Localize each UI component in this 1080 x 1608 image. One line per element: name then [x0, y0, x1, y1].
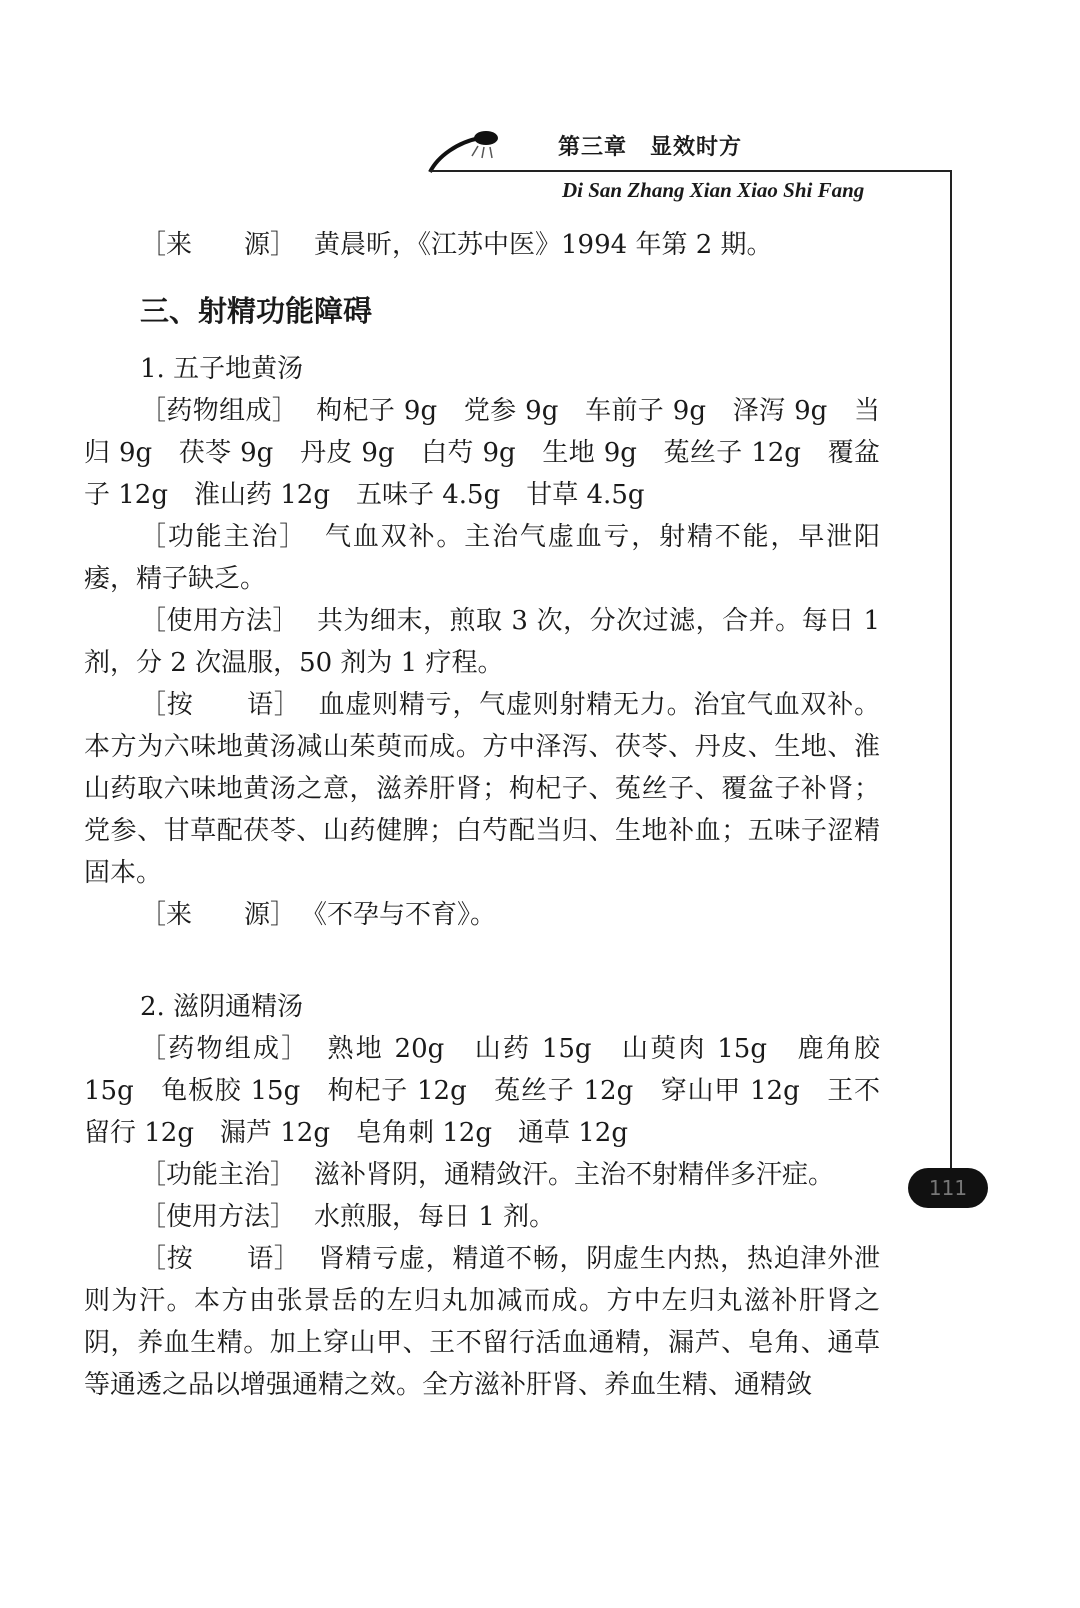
margin-rule [950, 170, 952, 1170]
header-rule [430, 170, 952, 172]
formula-1-usage [84, 600, 880, 684]
ingredients-text: 熟地 20g 山药 15g 山萸肉 15g 鹿角胶 15g 龟板胶 15g 枸杞子 12g 菟丝子 12g 穿山甲 12g 王不留行 12g 漏芦 12g 皂角刺 12g 通草 12g [84, 1034, 880, 1148]
section-heading: 三、射精功能障碍 [140, 294, 373, 328]
usage-text: 水煎服，每日 1 剂。 [314, 1202, 556, 1232]
formula-1-function [84, 516, 880, 600]
note-text: 血虚则精亏，气虚则射精无力。治宜气血双补。本方为六味地黄汤减山茱萸而成。方中泽泻、茯苓、丹皮、生地、淮山药取六味地黄汤之意，滋养肝肾；枸杞子、菟丝子、覆盆子补肾；党参、甘草配茯苓、山药健脾；白芍配当归、生地补血；五味子涩精固本。 [84, 690, 880, 888]
source-text: 《不孕与不育》。 [314, 900, 497, 930]
note-text: 肾精亏虚，精道不畅，阴虚生内热，热迫津外泄则为汗。本方由张景岳的左归丸加减而成。方中左归丸滋补肝肾之阴，养血生精。加上穿山甲、王不留行活血通精，漏芦、皂角、通草等通透之品以增强通精之效。全方滋补肝肾、养血生精、通精敛 [84, 1244, 880, 1400]
ingredients-label: ［药物组成］ [140, 1034, 310, 1064]
usage-label: ［使用方法］ [140, 1202, 297, 1232]
formula-2-note [84, 1238, 880, 1406]
source-line [84, 224, 880, 266]
source-label: ［来 源］ [140, 900, 297, 930]
function-label: ［功能主治］ [140, 1160, 297, 1190]
formula-1-note [84, 684, 880, 894]
chapter-pinyin: Di San Zhang Xian Xiao Shi Fang [562, 178, 865, 202]
lamp-ornament-icon [428, 126, 508, 176]
formula-2-function [84, 1154, 880, 1196]
function-label: ［功能主治］ [140, 522, 308, 552]
source-text: 黄晨昕，《江苏中医》1994 年第 2 期。 [314, 230, 773, 260]
source-label: ［来 源］ [140, 230, 297, 260]
ingredients-text: 枸杞子 9g 党参 9g 车前子 9g 泽泻 9g 当归 9g 茯苓 9g 丹皮 9g 白芍 9g 生地 9g 菟丝子 12g 覆盆子 12g 淮山药 12g 五味子 4.5g 甘草 4.5g [84, 396, 880, 510]
function-text: 滋补肾阴，通精敛汗。主治不射精伴多汗症。 [314, 1160, 835, 1190]
formula-1-source [84, 894, 880, 936]
formula-2-title: 2. 滋阴通精汤 [140, 992, 304, 1022]
formula-2-usage [84, 1196, 880, 1238]
note-label: ［按 语］ [140, 690, 301, 720]
page-number: 111 [908, 1168, 988, 1208]
page-body [84, 224, 880, 1406]
chapter-title: 第三章 显效时方 [558, 135, 743, 160]
usage-label: ［使用方法］ [140, 606, 300, 636]
usage-text: 共为细末，煎取 3 次，分次过滤，合并。每日 1 剂，分 2 次温服，50 剂为 1 疗程。 [84, 606, 880, 678]
formula-2-ingredients [84, 1028, 880, 1154]
function-text: 气血双补。主治气虚血亏，射精不能，早泄阳痿，精子缺乏。 [84, 522, 880, 594]
formula-1-ingredients [84, 390, 880, 516]
formula-1-title: 1. 五子地黄汤 [140, 354, 304, 384]
spacer [84, 936, 880, 976]
note-label: ［按 语］ [140, 1244, 301, 1274]
ingredients-label: ［药物组成］ [140, 396, 299, 426]
